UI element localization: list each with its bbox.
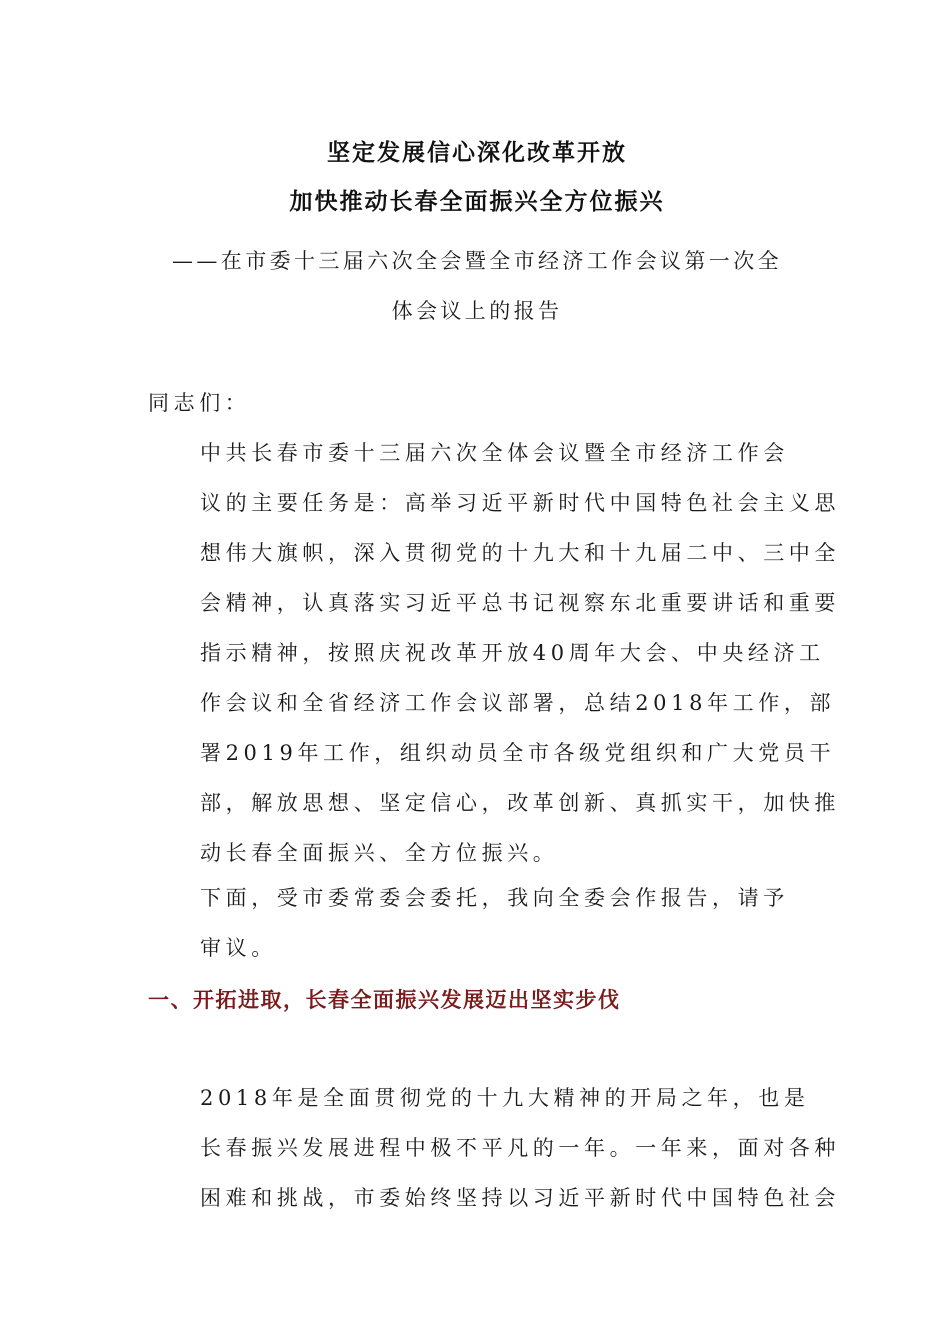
paragraph-report-request: [148, 873, 806, 973]
subtitle: [148, 236, 806, 336]
paragraph-line: 困难和挑战，市委始终坚持以习近平新时代中国特色社会: [200, 1186, 840, 1210]
paragraph-line: 长春振兴发展进程中极不平凡的一年。一年来，面对各种: [200, 1136, 840, 1160]
subtitle-line-2: 体会议上的报告: [391, 299, 563, 323]
paragraph-section-1: [148, 1073, 840, 1223]
paragraph-line: 动长春全面振兴、全方位振兴。: [200, 841, 559, 865]
paragraph-line: 部，解放思想、坚定信心，改革创新、真抓实干，加快推: [200, 791, 840, 815]
paragraph-line: 会精神，认真落实习近平总书记视察东北重要讲话和重要: [200, 591, 840, 615]
paragraph-line: 中共长春市委十三届六次全体会议暨全市经济工作会: [200, 441, 789, 465]
paragraph-line: 作会议和全省经济工作会议部署，总结2018年工作，部: [200, 691, 836, 715]
paragraph-line: 下面，受市委常委会委托，我向全委会作报告，请予: [200, 886, 789, 910]
paragraph-intro: [148, 428, 840, 878]
paragraph-line: 议的主要任务是：高举习近平新时代中国特色社会主义思: [200, 491, 840, 515]
paragraph-line: 审议。: [200, 936, 277, 960]
main-title-line-2: 加快推动长春全面振兴全方位振兴: [289, 189, 665, 215]
paragraph-line: 2018年是全面贯彻党的十九大精神的开局之年，也是: [200, 1086, 810, 1110]
salutation: 同志们：: [148, 391, 251, 415]
paragraph-line: 想伟大旗帜，深入贯彻党的十九大和十九届二中、三中全: [200, 541, 840, 565]
paragraph-line: 指示精神，按照庆祝改革开放40周年大会、中央经济工: [200, 641, 825, 665]
section-heading-1: 一、开拓进取，长春全面振兴发展迈出坚实步伐: [148, 988, 621, 1012]
main-title-line-1: 坚定发展信心深化改革开放: [327, 140, 627, 166]
paragraph-line: 署2019年工作，组织动员全市各级党组织和广大党员干: [200, 741, 836, 765]
subtitle-line-1: ——在市委十三届六次全会暨全市经济工作会议第一次全: [172, 249, 782, 273]
